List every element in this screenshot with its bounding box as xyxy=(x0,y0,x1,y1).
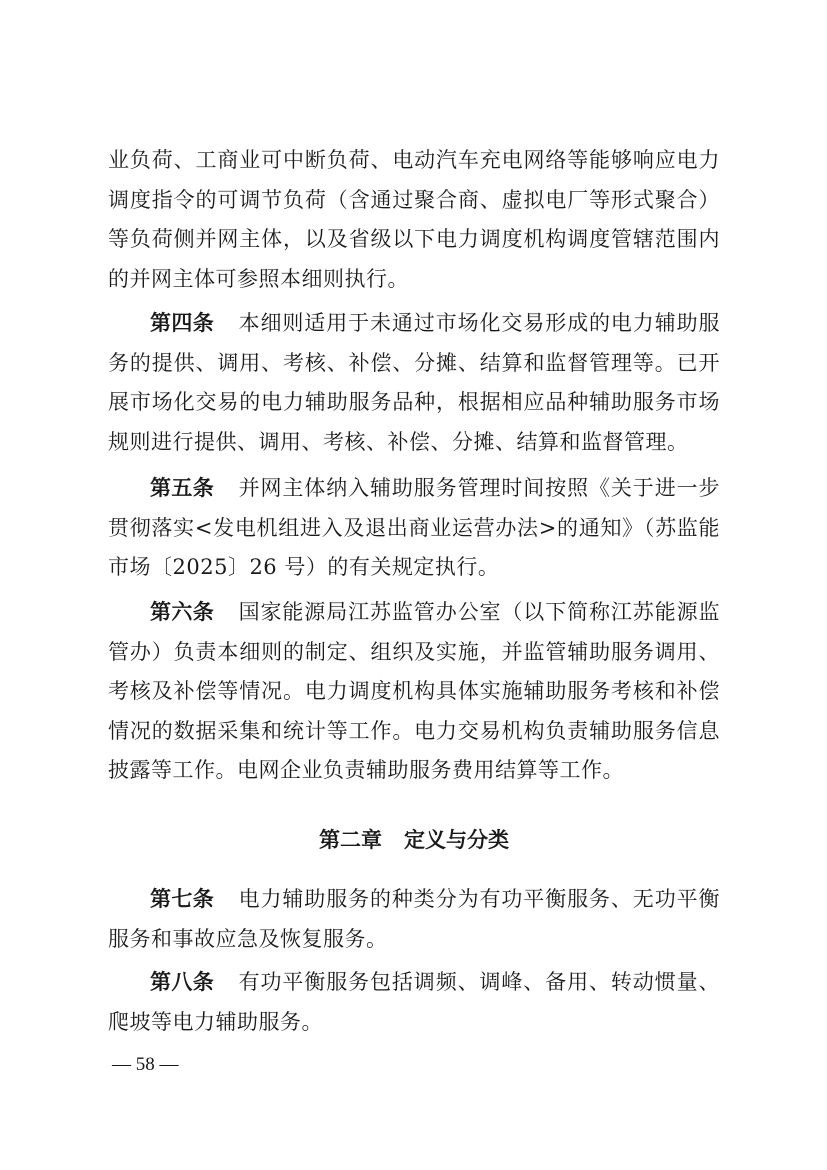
chapter-heading xyxy=(108,820,720,860)
article-label: 第六条 xyxy=(150,600,215,624)
article-text: 国家能源局江苏监管办公室（以下简称江苏能源监管办）负责本细则的制定、组织及实施，并监管辅助服务调用、考核及补偿等情况。电力调度机构具体实施辅助服务考核和补偿情况的数据采集和统计等工作。电力交易机构负责辅助服务信息披露等工作。电网企业负责辅助服务费用结算等工作。 xyxy=(108,600,721,783)
article-text: 本细则适用于未通过市场化交易形成的电力辅助服务的提供、调用、考核、补偿、分摊、结算和监督管理等。已开展市场化交易的电力辅助服务品种，根据相应品种辅助服务市场规则进行提供、调用、考核、补偿、分摊、结算和监督管理。 xyxy=(108,311,721,454)
article-6 xyxy=(108,593,720,791)
article-text: 电力辅助服务的种类分为有功平衡服务、无功平衡服务和事故应急及恢复服务。 xyxy=(108,887,721,951)
article-label: 第四条 xyxy=(150,311,215,335)
article-7 xyxy=(108,880,720,959)
article-8 xyxy=(108,963,720,1042)
chapter-number: 第二章 xyxy=(319,828,382,852)
paragraph-text: 业负荷、工商业可中断负荷、电动汽车充电网络等能够响应电力调度指令的可调节负荷（含通过聚合商、虚拟电厂等形式聚合）等负荷侧并网主体，以及省级以下电力调度机构调度管辖范围内的并网主体可参照本细则执行。 xyxy=(108,148,720,291)
article-5 xyxy=(108,469,720,588)
article-text: 有功平衡服务包括调频、调峰、备用、转动惯量、爬坡等电力辅助服务。 xyxy=(108,970,721,1034)
chapter-title: 定义与分类 xyxy=(404,828,509,852)
article-label: 第八条 xyxy=(150,970,215,994)
paragraph-continuation xyxy=(108,141,720,299)
page-number: — 58 — xyxy=(112,1054,179,1075)
article-label: 第五条 xyxy=(150,476,215,500)
article-4 xyxy=(108,304,720,462)
article-label: 第七条 xyxy=(150,887,215,911)
article-text: 并网主体纳入辅助服务管理时间按照《关于进一步贯彻落实<发电机组进入及退出商业运营办法>的通知》（苏监能市场〔2025〕26 号）的有关规定执行。 xyxy=(108,476,721,580)
